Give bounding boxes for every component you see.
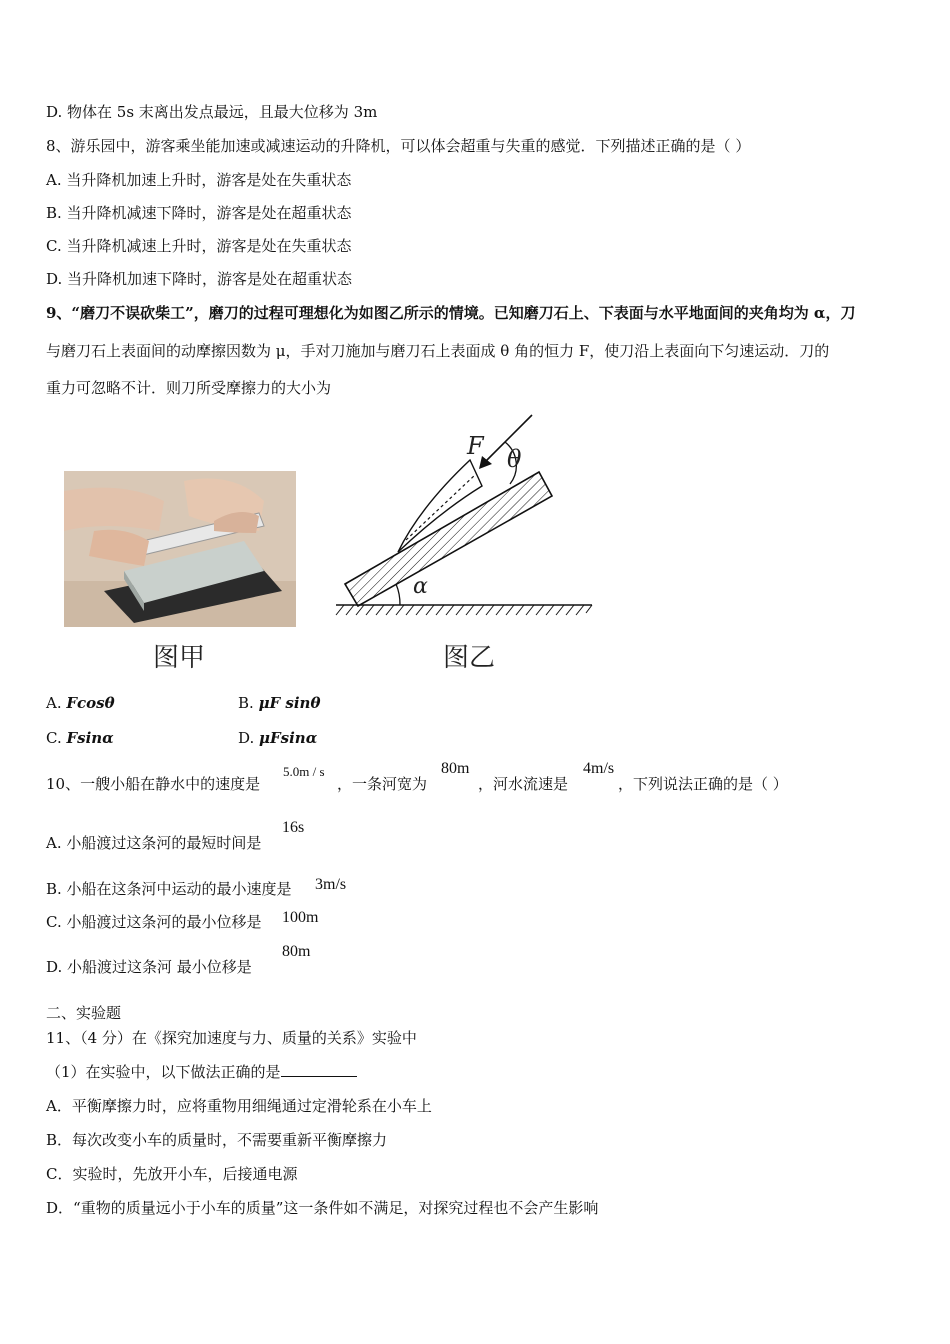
- option-letter: D.: [238, 729, 260, 747]
- q10-river-width: 80m: [441, 760, 470, 777]
- q9-option-c: [46, 728, 114, 748]
- q8-stem: 8、游乐园中，游客乘坐能加速或减速运动的升降机，可以体会超重与失重的感觉．下列描述正确的是（ ）: [46, 137, 751, 155]
- q10-option-a-value: 16s: [282, 819, 305, 836]
- alpha-label: α: [413, 574, 428, 599]
- q8-option-b: B. 当升降机减速下降时，游客是处在超重状态: [46, 204, 352, 222]
- q10-option-d: D. 小船渡过这条河 最小位移是: [46, 958, 252, 976]
- q10-option-a: A. 小船渡过这条河的最短时间是: [46, 834, 262, 852]
- q11-option-c: C．实验时，先放开小车，后接通电源: [46, 1165, 298, 1183]
- figure-caption-jia: 图甲: [153, 643, 206, 673]
- q10-stem-part3: ，河水流速是: [478, 775, 569, 793]
- q9-stem-line2: 与磨刀石上表面间的动摩擦因数为 μ，手对刀施加与磨刀石上表面成 θ 角的恒力 F，使刀沿上表面向下匀速运动．刀的: [46, 342, 830, 360]
- q11-option-d: D．“重物的质量远小于小车的质量”这一条件如不满足，对探究过程也不会产生影响: [46, 1199, 599, 1217]
- q10-option-c-value: 100m: [282, 909, 319, 926]
- q11-stem: 11、（4 分）在《探究加速度与力、质量的关系》实验中: [46, 1029, 417, 1047]
- option-expr: Fsinα: [66, 729, 114, 747]
- force-label: F: [467, 432, 484, 460]
- q9-option-d: [238, 728, 317, 748]
- theta-label: θ: [507, 445, 522, 473]
- q10-option-b: B. 小船在这条河中运动的最小速度是: [46, 880, 292, 898]
- knife-stone-diagram: [330, 412, 600, 622]
- q10-stem-part2: ，一条河宽为: [337, 775, 428, 793]
- option-expr: Fcosθ: [66, 694, 115, 712]
- q10-stem-part4: ，下列说法正确的是（ ）: [618, 775, 788, 793]
- q9-stem-line1: 9、“磨刀不误砍柴工”，磨刀的过程可理想化为如图乙所示的情境。已知磨刀石上、下表面与水平地面间的夹角均为 α，刀: [46, 304, 856, 322]
- option-expr: μF sinθ: [258, 694, 321, 712]
- option-letter: B.: [238, 694, 259, 712]
- q10-option-d-value: 80m: [282, 943, 311, 960]
- q9-stem-line3: 重力可忽略不计．则刀所受摩擦力的大小为: [46, 379, 332, 397]
- q9-option-a: [46, 693, 115, 713]
- q7-option-d: D. 物体在 5s 末离出发点最远，且最大位移为 3m: [46, 103, 378, 121]
- q11-option-a: A．平衡摩擦力时，应将重物用细绳通过定滑轮系在小车上: [46, 1097, 432, 1115]
- q8-option-a: A. 当升降机加速上升时，游客是处在失重状态: [46, 171, 352, 189]
- option-letter: C.: [46, 729, 67, 747]
- q8-option-d: D. 当升降机加速下降时，游客是处在超重状态: [46, 270, 353, 288]
- option-expr: μFsinα: [259, 729, 318, 747]
- q8-option-c: C. 当升降机减速上升时，游客是处在失重状态: [46, 237, 352, 255]
- q11-sub1: [46, 1062, 357, 1082]
- option-letter: A.: [46, 694, 67, 712]
- q11-option-b: B．每次改变小车的质量时，不需要重新平衡摩擦力: [46, 1131, 388, 1149]
- knife-sharpening-photo: [64, 471, 296, 627]
- q9-option-b: [238, 693, 320, 713]
- q10-option-b-value: 3m/s: [315, 876, 347, 893]
- answer-blank: [281, 1062, 357, 1077]
- q10-stem-part1: 10、一艘小船在静水中的速度是: [46, 775, 261, 793]
- figure-caption-yi: 图乙: [443, 643, 496, 673]
- q11-sub1-text: （1）在实验中，以下做法正确的是: [46, 1063, 281, 1081]
- section-title: 二、实验题: [46, 1004, 122, 1022]
- q10-option-c: C. 小船渡过这条河的最小位移是: [46, 913, 262, 931]
- q10-speed-still-water: 5.0m / s: [283, 764, 325, 779]
- q10-river-speed: 4m/s: [583, 760, 615, 777]
